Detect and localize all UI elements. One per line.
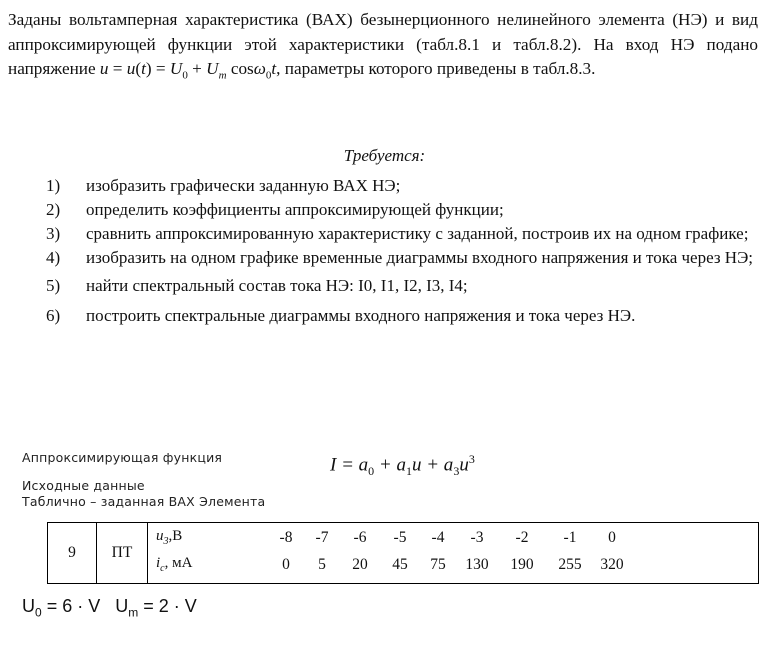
intro-text-2: , параметры которого приведены в табл.8.3. [276,59,596,78]
intro-paragraph: Заданы вольтамперная характеристика (ВАХ) безынерционного нелинейного элемента (НЭ) и вид аппроксимирующей функции этой характеристики (табл.8.1 и табл.8.2). На вход НЭ подано напряжение $u = u(t) = U_0 + U_m$ cosω$_0$t, параметры которого приведены в табл.8.3. [8,10,758,82]
intro-text-1: Заданы вольтамперная характеристика (ВАХ) безынерционного нелинейного элемента (НЭ) и вид аппроксимирующей функции этой характеристики (табл.8.1 и табл.8.2). На вход НЭ подано напряжение [8,10,758,78]
element-code-cell: ПТ [97,523,148,584]
list-item: 2) определить коэффициенты аппроксимирующей функции; [46,200,504,219]
list-item: 6) построить спектральные диаграммы входного напряжения и тока через НЭ. [46,306,636,325]
table-label: Таблично – заданная ВАХ Элемента [22,494,266,509]
approx-function-label: Аппроксимирующая функция [22,450,223,465]
required-heading: Требуется: [343,146,426,165]
values-cell [148,523,759,584]
list-item: 1) изобразить графически заданную ВАХ НЭ; [46,176,401,195]
list-item: 3) сравнить аппроксимированную характеристику с заданной, построив их на одном графике; [46,224,749,243]
current-values: 0 5 20 45 75 130 190 255 320 [282,556,624,573]
input-params: $U_0 = 6 \cdot V$ $U_m = 2 \cdot V$ [22,596,197,620]
input-voltage-formula: u [99,59,109,78]
task-list [46,174,758,328]
current-row-label: $i_c$, мА [156,555,193,574]
voltage-row-label: $u_3,B$ [156,528,183,547]
list-item: 4) изобразить на одном графике временные диаграммы входного напряжения и тока через НЭ; [46,248,754,267]
vax-table [47,522,759,584]
source-data-label: Исходные данные [22,478,145,493]
approx-formula: $I = a_0 + a_1u + a_3u^3$ [330,452,475,479]
list-item: 5) найти спектральный состав тока НЭ: I0, I1, I2, I3, I4; [46,276,468,295]
voltage-values: -8 -7 -6 -5 -4 -3 -2 -1 0 [279,529,616,546]
variant-cell: 9 [48,523,97,584]
